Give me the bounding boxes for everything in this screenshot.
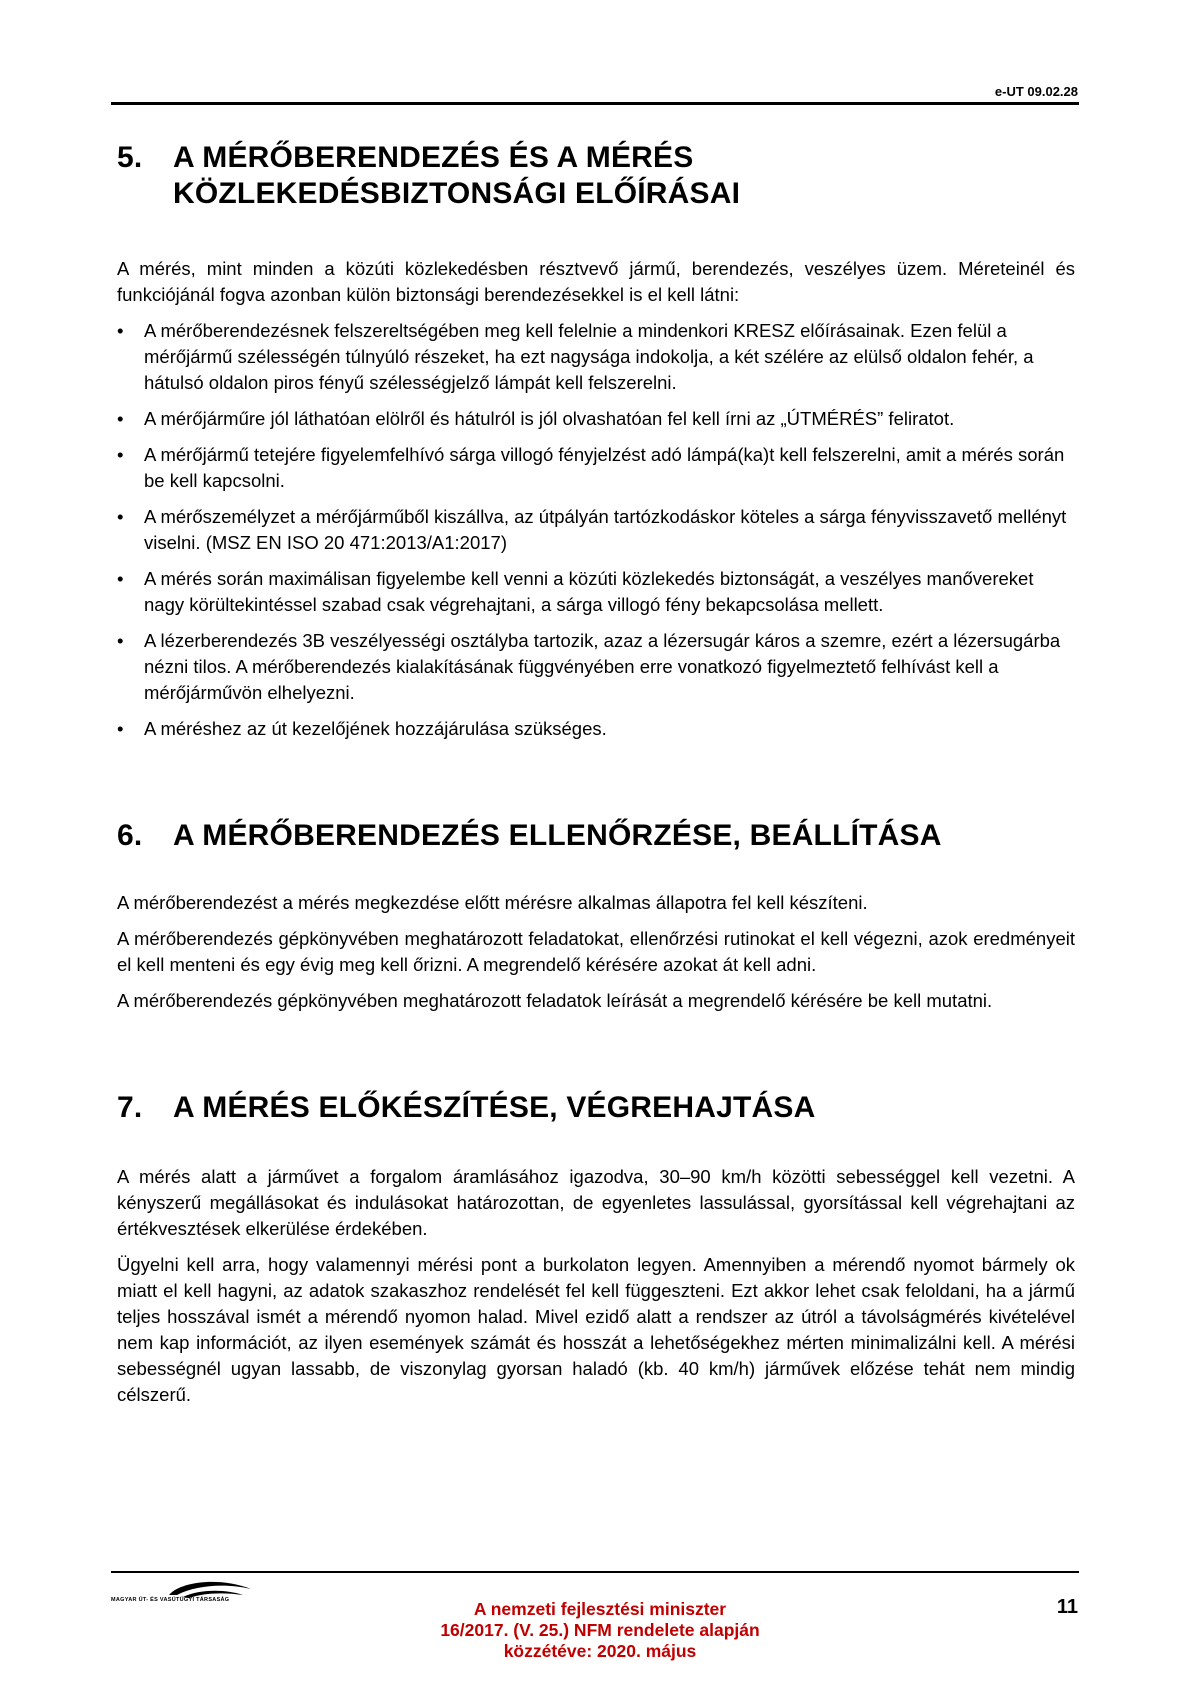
- list-item: [117, 406, 1075, 432]
- footer-rule: [111, 1571, 1079, 1573]
- section-7-paragraph: Ügyelni kell arra, hogy valamennyi mérési pont a burkolaton legyen. Amennyiben a mérendő nyomot bármely ok miatt el kell hagyni, az adatok szakaszhoz rendelését fel kell függeszteni. Ezt akkor lehet csak feloldani, ha a jármű teljes hosszával ismét a mérendő nyomon halad. Mivel ezidő alatt a rendszer az útról a távolságmérés kivételével nem kap információt, az ilyen események számát és hosszát a lehetőségekhez mérten minimalizálni kell. A mérési sebességnél ugyan lassabb, de viszonylag gyorsan haladó (kb. 40 km/h) járművek előzése tehát nem mindig célszerű.: [117, 1254, 1075, 1405]
- section-6-paragraph: A mérőberendezést a mérés megkezdése előtt mérésre alkalmas állapotra fel kell készíteni.: [117, 892, 868, 913]
- list-item-text: A lézerberendezés 3B veszélyességi osztályba tartozik, azaz a lézersugár káros a szemre, ezért a lézersugárba nézni tilos. A mérőberendezés kialakításának függvényében erre vonatkozó figyelmeztető felhívást kell a mérőjárművön elhelyezni.: [144, 630, 1061, 703]
- section-6-heading: [117, 818, 1075, 854]
- bullet-icon: •: [117, 444, 124, 465]
- section-7-heading: [117, 1090, 1075, 1126]
- section-7-title: A MÉRÉS ELŐKÉSZÍTÉSE, VÉGREHAJTÁSA: [173, 1091, 816, 1124]
- list-item: [117, 504, 1075, 556]
- list-item-text: A mérőjárműre jól láthatóan elölről és hátulról is jól olvashatóan fel kell írni az „ÚTMÉRÉS” feliratot.: [144, 408, 955, 429]
- section-6-paragraph: A mérőberendezés gépkönyvében meghatározott feladatokat, ellenőrzési rutinokat el kell végezni, azok eredményeit el kell menteni és egy évig meg kell őrizni. A megrendelő kérésére azokat át kell adni.: [117, 928, 1075, 975]
- publication-note-line3: közzétéve: 2020. május: [503, 1641, 697, 1661]
- section-5-title-line2: KÖZLEKEDÉSBIZTONSÁGI ELŐÍRÁSAI: [173, 177, 741, 210]
- list-item: [117, 628, 1075, 706]
- list-item-text: A méréshez az út kezelőjének hozzájárulása szükséges.: [144, 718, 607, 739]
- publication-note-line2: 16/2017. (V. 25.) NFM rendelete alapján: [440, 1620, 760, 1640]
- list-item-text: A mérőberendezésnek felszereltségében meg kell felelnie a mindenkori KRESZ előírásainak. Ezen felül a mérőjármű szélességén túlnyúló részeket, ha ezt nagysága indokolja, a két szélére az elülső oldalon fehér, a hátulsó oldalon piros fényű szélességjelző lámpát kell felszerelni.: [144, 320, 1034, 393]
- publisher-logo-text: MAGYAR ÚT- ÉS VASÚTÜGYI TÁRSASÁG: [111, 1597, 230, 1603]
- section-6-number: 6.: [117, 819, 143, 852]
- bullet-icon: •: [117, 408, 124, 429]
- publisher-logo-icon: [111, 1579, 261, 1613]
- section-5-bullet-list: [117, 318, 1075, 742]
- bullet-icon: •: [117, 506, 124, 527]
- section-5-title-line1: A MÉRŐBERENDEZÉS ÉS A MÉRÉS: [173, 141, 694, 174]
- list-item: [117, 716, 1075, 742]
- publication-note-line1: A nemzeti fejlesztési miniszter: [473, 1599, 727, 1619]
- header-rule: [111, 102, 1079, 105]
- page-number: 11: [1056, 1596, 1078, 1618]
- document-code: e-UT 09.02.28: [994, 84, 1078, 99]
- section-6-title: A MÉRŐBERENDEZÉS ELLENŐRZÉSE, BEÁLLÍTÁSA: [173, 819, 942, 852]
- section-5-intro: A mérés, mint minden a közúti közlekedésben résztvevő jármű, berendezés, veszélyes üzem. Méreteinél és funkciójánál fogva azonban külön biztonsági berendezésekkel is el kell látni:: [117, 258, 1075, 305]
- publication-note: [395, 1599, 805, 1662]
- list-item-text: A mérőjármű tetejére figyelemfelhívó sárga villogó fényjelzést adó lámpá(ka)t kell felszerelni, amit a mérés során be kell kapcsolni.: [144, 444, 1065, 491]
- page-content: [117, 140, 1075, 1418]
- list-item-text: A mérőszemélyzet a mérőjárműből kiszállva, az útpályán tartózkodáskor köteles a sárga fényvisszavető mellényt viselni. (MSZ EN ISO 20 471:2013/A1:2017): [144, 506, 1067, 553]
- section-6-paragraph: A mérőberendezés gépkönyvében meghatározott feladatok leírását a megrendelő kérésére be kell mutatni.: [117, 990, 993, 1011]
- list-item: [117, 442, 1075, 494]
- section-7-paragraph: A mérés alatt a járművet a forgalom áramlásához igazodva, 30–90 km/h közötti sebességgel kell vezetni. A kényszerű megállásokat és indulásokat határozottan, de egyenletes lassulással, gyorsítással kell végrehajtani az értékvesztések elkerülése érdekében.: [117, 1166, 1075, 1239]
- section-7-number: 7.: [117, 1091, 143, 1124]
- bullet-icon: •: [117, 718, 124, 739]
- list-item: [117, 318, 1075, 396]
- list-item-text: A mérés során maximálisan figyelembe kell venni a közúti közlekedés biztonságát, a veszélyes manővereket nagy körültekintéssel szabad csak végrehajtani, a sárga villogó fény bekapcsolása mellett.: [144, 568, 1034, 615]
- bullet-icon: •: [117, 320, 124, 341]
- list-item: [117, 566, 1075, 618]
- section-5-heading: [117, 140, 1075, 212]
- section-5-number: 5.: [117, 141, 143, 174]
- bullet-icon: •: [117, 630, 124, 651]
- section-5-title: [173, 140, 1075, 212]
- bullet-icon: •: [117, 568, 124, 589]
